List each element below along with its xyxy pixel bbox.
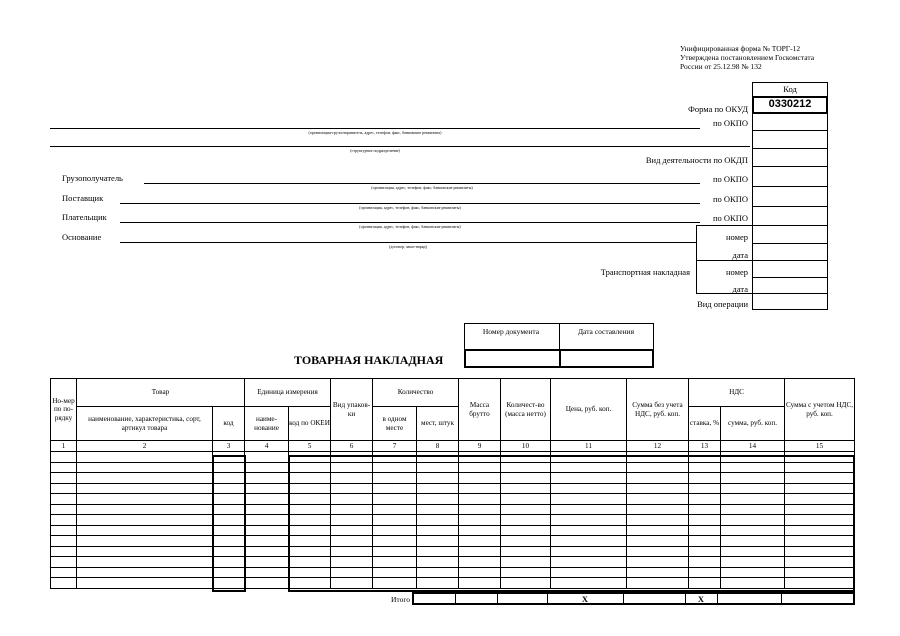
table-cell[interactable] xyxy=(51,557,77,568)
table-cell[interactable] xyxy=(77,462,213,473)
codes-row-divider xyxy=(752,243,828,244)
col-number-header: Но-мер по по-рядку xyxy=(51,379,77,441)
total-label: Итого xyxy=(391,595,410,604)
table-cell[interactable] xyxy=(245,483,289,494)
unit-header: Единица измерения xyxy=(245,379,331,407)
codes-row-divider xyxy=(752,166,828,167)
table-cell[interactable] xyxy=(77,483,213,494)
department-line[interactable] xyxy=(50,146,750,147)
basis-hint: (договор, заказ-наряд) xyxy=(389,244,427,249)
okpo-label: по ОКПО xyxy=(712,174,748,184)
table-cell[interactable] xyxy=(245,546,289,557)
column-number: 7 xyxy=(373,441,417,452)
table-cell[interactable] xyxy=(51,494,77,505)
data-cols-outline xyxy=(288,455,855,592)
consignee-label: Грузополучатель xyxy=(62,173,123,183)
codes-row-divider xyxy=(752,186,828,187)
column-number: 3 xyxy=(213,441,245,452)
column-number: 2 xyxy=(77,441,213,452)
column-number: 5 xyxy=(289,441,331,452)
total-price-x: Х xyxy=(581,594,589,604)
table-cell[interactable] xyxy=(245,494,289,505)
sum-no-vat-header: Сумма без учета НДС, руб. коп. xyxy=(627,379,689,441)
column-number: 14 xyxy=(721,441,785,452)
table-cell[interactable] xyxy=(51,567,77,578)
table-cell[interactable] xyxy=(245,462,289,473)
document-title: ТОВАРНАЯ НАКЛАДНАЯ xyxy=(294,353,444,367)
department-hint: (структурное подразделение) xyxy=(350,148,400,153)
operation-label: Вид операции xyxy=(697,299,748,309)
table-cell[interactable] xyxy=(51,504,77,515)
table-cell[interactable] xyxy=(77,494,213,505)
goods-name-header: наименование, характеристика, сорт, артикул товара xyxy=(77,407,213,441)
okud-code-value: 0330212 xyxy=(768,98,812,110)
column-number: 13 xyxy=(689,441,721,452)
table-cell[interactable] xyxy=(245,473,289,484)
codes-row-divider xyxy=(752,148,828,149)
basis-box-line xyxy=(696,260,752,261)
unit-okei-header: код по ОКЕИ xyxy=(289,407,331,441)
qty-places-header: мест, штук xyxy=(417,407,459,441)
basis-number-label: номер xyxy=(725,232,748,242)
codes-row-divider xyxy=(752,225,828,226)
totals-divider xyxy=(781,592,782,605)
table-cell[interactable] xyxy=(51,452,77,463)
transport-number-label: номер xyxy=(725,267,748,277)
vat-rate-header: ставка, % xyxy=(689,407,721,441)
column-number: 1 xyxy=(51,441,77,452)
table-cell[interactable] xyxy=(77,525,213,536)
table-cell[interactable] xyxy=(77,473,213,484)
table-cell[interactable] xyxy=(245,515,289,526)
column-number: 8 xyxy=(417,441,459,452)
form-approval-line: Утверждена постановлением Госкомстата xyxy=(680,53,815,62)
codes-row-divider xyxy=(752,293,828,294)
qty-header: Количество xyxy=(373,379,459,407)
table-cell[interactable] xyxy=(77,515,213,526)
column-number: 4 xyxy=(245,441,289,452)
okdp-label: Вид деятельности по ОКДП xyxy=(645,155,748,165)
sender-line[interactable] xyxy=(50,128,700,129)
table-cell[interactable] xyxy=(51,473,77,484)
consignee-line[interactable] xyxy=(144,183,700,184)
consignee-hint: (организация, адрес, телефон, факс, банковские реквизиты) xyxy=(371,185,473,190)
okpo-label: по ОКПО xyxy=(712,194,748,204)
column-number: 10 xyxy=(501,441,551,452)
basis-line[interactable] xyxy=(120,242,696,243)
table-cell[interactable] xyxy=(51,536,77,547)
table-cell[interactable] xyxy=(51,578,77,589)
supplier-hint: (организация, адрес, телефон, факс, банковские реквизиты) xyxy=(359,205,461,210)
transport-label: Транспортная накладная xyxy=(600,267,690,277)
form-approval-line: России от 25.12.98 № 132 xyxy=(680,62,762,71)
codes-row-divider xyxy=(752,277,828,278)
basis-box-line xyxy=(696,225,752,226)
table-cell[interactable] xyxy=(51,515,77,526)
goods-code-header: код xyxy=(213,407,245,441)
column-number: 6 xyxy=(331,441,373,452)
okpo-label: по ОКПО xyxy=(712,213,748,223)
table-cell[interactable] xyxy=(77,504,213,515)
basis-label: Основание xyxy=(62,232,102,242)
table-cell[interactable] xyxy=(77,536,213,547)
okud-label: Форма по ОКУД xyxy=(688,104,748,114)
table-cell[interactable] xyxy=(245,504,289,515)
vat-header: НДС xyxy=(689,379,785,407)
table-cell[interactable] xyxy=(77,452,213,463)
form-approval-block xyxy=(680,44,880,71)
payer-line[interactable] xyxy=(120,222,700,223)
totals-divider xyxy=(497,592,498,605)
goods-header: Товар xyxy=(77,379,245,407)
table-cell[interactable] xyxy=(77,567,213,578)
totals-divider xyxy=(717,592,718,605)
codes-box xyxy=(752,82,828,310)
table-cell[interactable] xyxy=(51,546,77,557)
column-number-row xyxy=(51,441,855,452)
qty-one-header: в одном месте xyxy=(373,407,417,441)
total-vat-rate-x: Х xyxy=(697,594,705,604)
table-cell[interactable] xyxy=(245,452,289,463)
table-cell[interactable] xyxy=(245,578,289,589)
net-header: Количест-во (масса нетто) xyxy=(501,379,551,441)
table-cell[interactable] xyxy=(77,546,213,557)
doc-number-field[interactable] xyxy=(466,351,556,366)
doc-date-field[interactable] xyxy=(561,351,651,366)
mass-header: Масса брутто xyxy=(459,379,501,441)
column-number: 15 xyxy=(785,441,855,452)
vat-sum-header: сумма, руб. коп. xyxy=(721,407,785,441)
code-col-outline xyxy=(212,455,246,592)
totals-divider xyxy=(455,592,456,605)
payer-label: Плательщик xyxy=(62,212,107,222)
totals-row xyxy=(412,592,855,605)
column-number: 11 xyxy=(551,441,627,452)
column-number: 12 xyxy=(627,441,689,452)
table-cell[interactable] xyxy=(245,536,289,547)
supplier-line[interactable] xyxy=(120,203,700,204)
sum-with-vat-header: Сумма с учетом НДС, руб. коп. xyxy=(785,379,855,441)
pack-header: Вид упаков-ки xyxy=(331,379,373,441)
form-approval-line: Унифицированная форма № ТОРГ-12 xyxy=(680,44,801,53)
table-cell[interactable] xyxy=(77,578,213,589)
codes-header: Код xyxy=(783,84,797,94)
sender-hint: (организация-грузоотправитель, адрес, телефон, факс, банковские реквизиты) xyxy=(308,130,442,135)
table-cell[interactable] xyxy=(245,557,289,568)
supplier-label: Поставщик xyxy=(62,193,104,203)
unit-name-header: наиме-нование xyxy=(245,407,289,441)
basis-date-label: дата xyxy=(732,250,748,260)
transport-date-label: дата xyxy=(732,284,748,294)
table-cell[interactable] xyxy=(51,483,77,494)
table-cell[interactable] xyxy=(51,525,77,536)
codes-row-divider xyxy=(752,96,828,97)
doc-number-header: Номер документа xyxy=(482,327,540,336)
totals-divider xyxy=(623,592,624,605)
codes-row-divider xyxy=(752,206,828,207)
codes-row-divider xyxy=(752,260,828,261)
doc-date-header: Дата составления xyxy=(577,327,635,336)
okpo-label: по ОКПО xyxy=(712,118,748,128)
payer-hint: (организация, адрес, телефон, факс, банковские реквизиты) xyxy=(359,224,461,229)
table-cell[interactable] xyxy=(245,525,289,536)
table-cell[interactable] xyxy=(245,567,289,578)
column-number: 9 xyxy=(459,441,501,452)
price-header: Цена, руб. коп. xyxy=(551,379,627,441)
codes-row-divider xyxy=(752,130,828,131)
table-cell[interactable] xyxy=(51,462,77,473)
table-cell[interactable] xyxy=(77,557,213,568)
